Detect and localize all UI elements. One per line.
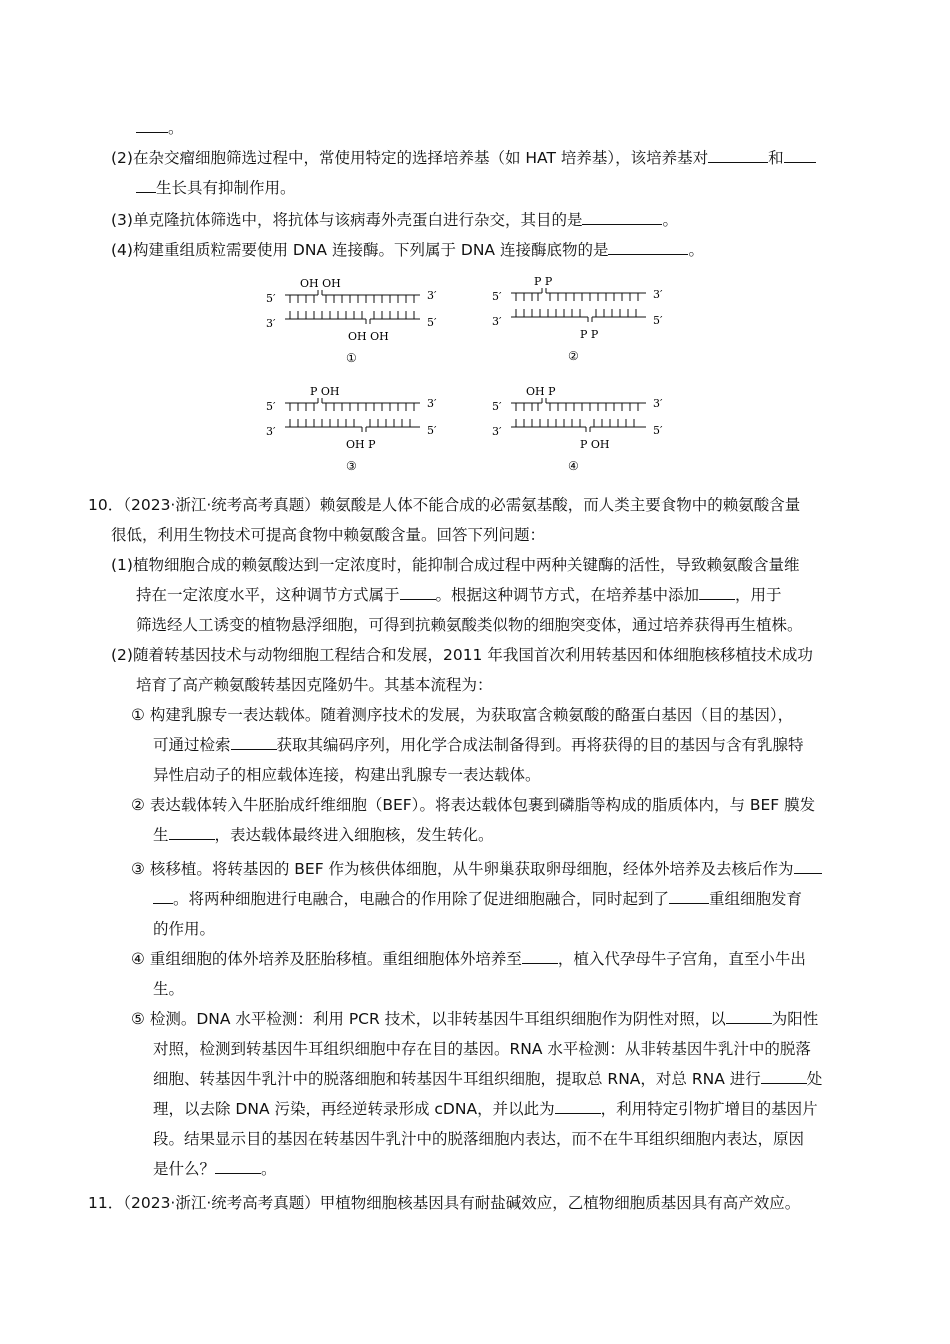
- answer-blank[interactable]: [136, 118, 168, 133]
- answer-blank[interactable]: [669, 889, 709, 904]
- q10-step1-line2: 可通过检索 获取其编码序列，用化学合成法制备得到。再将获得的目的基因与含有乳腺特: [153, 736, 804, 754]
- answer-blank[interactable]: [231, 735, 277, 750]
- answer-blank[interactable]: [136, 178, 156, 193]
- q10-part1-line2: 持在一定浓度水平，这种调节方式属于 。根据这种调节方式，在培养基中添加 ，用于: [136, 586, 782, 604]
- svg-text:3′: 3′: [653, 288, 663, 301]
- svg-text:OH P: OH P: [346, 438, 376, 451]
- answer-blank[interactable]: [708, 148, 768, 163]
- q10-part1-line3: 筛选经人工诱变的植物悬浮细胞，可得到抗赖氨酸类似物的细胞突变体，通过培养获得再生植株。: [136, 616, 803, 634]
- q10-part2-line2: 培育了高产赖氨酸转基因克隆奶牛。其基本流程为：: [136, 676, 493, 694]
- question-source: （2023·浙江·统考高考真题）: [123, 496, 320, 514]
- q10-step3-line3: 的作用。: [153, 920, 216, 938]
- dna-diagrams: [250, 270, 690, 480]
- q10-part2-line1: (2)随着转基因技术与动物细胞工程结合和发展，2011 年我国首次利用转基因和体细胞核移植技术成功: [111, 646, 813, 664]
- answer-blank[interactable]: [608, 240, 688, 255]
- q10-step3-line2: 。将两种细胞进行电融合，电融合的作用除了促进细胞融合，同时起到了 重组细胞发育: [153, 889, 802, 909]
- question-number: 10．: [88, 496, 124, 514]
- q10-step5-line6: 是什么？ 。: [153, 1160, 277, 1178]
- q10-step2-line2: 生 ，表达载体最终进入细胞核，发生转化。: [153, 826, 494, 844]
- q10-step2-line1: ② 表达载体转入牛胚胎成纤维细胞（BEF）。将表达载体包裹到磷脂等构成的脂质体内，与 BEF 膜发: [131, 796, 816, 814]
- q9-part2-line1: (2)在杂交瘤细胞筛选过程中，常使用特定的选择培养基（如 HAT 培养基），该培养基对 和: [111, 148, 816, 168]
- svg-text:3′: 3′: [427, 397, 437, 410]
- answer-blank[interactable]: [400, 585, 436, 600]
- svg-text:5′: 5′: [492, 290, 502, 303]
- svg-text:3′: 3′: [427, 289, 437, 302]
- dna-diagram-3[interactable]: [266, 385, 437, 473]
- q10-step5-line4: 理，以去除 DNA 污染，再经逆转录形成 cDNA，并以此为 ，利用特定引物扩增目的基因片: [153, 1100, 818, 1118]
- svg-text:①: ①: [346, 351, 357, 365]
- q9-part4: (4)构建重组质粒需要使用 DNA 连接酶。下列属于 DNA 连接酶底物的是 。: [111, 241, 704, 259]
- svg-text:5′: 5′: [266, 292, 276, 305]
- q10-step3-line1: ③ 核移植。将转基因的 BEF 作为核供体细胞，从牛卵巢获取卵母细胞，经体外培养及去核后作为: [131, 859, 822, 879]
- svg-text:3′: 3′: [492, 315, 502, 328]
- q10-stem-line1: 10．（2023·浙江·统考高考真题）赖氨酸是人体不能合成的必需氨基酸，而人类主要食物中的赖氨酸含量: [88, 496, 801, 514]
- svg-text:5′: 5′: [653, 314, 663, 327]
- svg-text:OH P: OH P: [526, 385, 556, 398]
- q10-step5-line5: 段。结果显示目的基因在转基因牛乳汁中的脱落细胞内表达，而不在牛耳组织细胞内表达，原因: [153, 1130, 805, 1148]
- svg-text:5′: 5′: [427, 316, 437, 329]
- q9-part3: (3)单克隆抗体筛选中，将抗体与该病毒外壳蛋白进行杂交，其目的是 。: [111, 211, 678, 229]
- q10-stem-line2: 很低，利用生物技术可提高食物中赖氨酸含量。回答下列问题：: [111, 526, 546, 544]
- svg-text:5′: 5′: [492, 400, 502, 413]
- q9-prev-tail: 。: [136, 118, 184, 138]
- svg-text:②: ②: [568, 349, 579, 363]
- answer-blank[interactable]: [153, 889, 173, 904]
- svg-text:5′: 5′: [427, 424, 437, 437]
- answer-blank[interactable]: [726, 1009, 772, 1024]
- q11-stem: 11．（2023·浙江·统考高考真题）甲植物细胞核基因具有耐盐碱效应，乙植物细胞质基因具有高产效应。: [88, 1194, 801, 1212]
- q10-step5-line2: 对照，检测到转基因牛耳组织细胞中存在目的基因。RNA 水平检测：从非转基因牛乳汁中的脱落: [153, 1040, 811, 1058]
- q10-step4-line1: ④ 重组细胞的体外培养及胚胎移植。重组细胞体外培养至 ，植入代孕母牛子宫角，直至小牛出: [131, 950, 806, 968]
- question-number: 11．: [88, 1194, 124, 1212]
- svg-text:3′: 3′: [266, 317, 276, 330]
- answer-blank[interactable]: [169, 825, 215, 840]
- svg-text:3′: 3′: [266, 425, 276, 438]
- dna-diagram-4[interactable]: [492, 385, 663, 473]
- answer-blank[interactable]: [784, 148, 816, 163]
- answer-blank[interactable]: [555, 1099, 601, 1114]
- q10-step5-line3: 细胞、转基因牛乳汁中的脱落细胞和转基因牛耳组织细胞，提取总 RNA，对总 RNA 进行 处: [153, 1070, 823, 1088]
- answer-blank[interactable]: [794, 859, 822, 874]
- svg-text:P OH: P OH: [310, 385, 340, 398]
- answer-blank[interactable]: [215, 1159, 261, 1174]
- svg-text:③: ③: [346, 459, 357, 473]
- svg-text:④: ④: [568, 459, 579, 473]
- svg-text:P P: P P: [534, 275, 553, 288]
- answer-blank[interactable]: [761, 1069, 807, 1084]
- answer-blank[interactable]: [522, 949, 558, 964]
- dna-diagram-2[interactable]: [492, 275, 663, 363]
- svg-text:5′: 5′: [653, 424, 663, 437]
- answer-blank[interactable]: [699, 585, 735, 600]
- q10-step4-line2: 生。: [153, 980, 185, 998]
- answer-blank[interactable]: [582, 210, 662, 225]
- question-source: （2023·浙江·统考高考真题）: [123, 1194, 320, 1212]
- q10-part1-line1: (1)植物细胞合成的赖氨酸达到一定浓度时，能抑制合成过程中两种关键酶的活性，导致赖氨酸含量维: [111, 556, 800, 574]
- svg-text:P P: P P: [580, 328, 599, 341]
- dna-diagram-1[interactable]: [266, 277, 437, 365]
- svg-text:OH OH: OH OH: [300, 277, 341, 290]
- q10-step1-line1: ① 构建乳腺专一表达载体。随着测序技术的发展，为获取富含赖氨酸的酪蛋白基因（目的基因），: [131, 706, 794, 724]
- svg-text:OH OH: OH OH: [348, 330, 389, 343]
- svg-text:3′: 3′: [492, 425, 502, 438]
- q10-step1-line3: 异性启动子的相应载体连接，构建出乳腺专一表达载体。: [153, 766, 541, 784]
- q10-step5-line1: ⑤ 检测。DNA 水平检测：利用 PCR 技术，以非转基因牛耳组织细胞作为阴性对照，以 为阳性: [131, 1010, 819, 1028]
- q9-part2-line2: 生长具有抑制作用。: [136, 178, 296, 198]
- svg-text:P OH: P OH: [580, 438, 610, 451]
- svg-text:5′: 5′: [266, 400, 276, 413]
- svg-text:3′: 3′: [653, 397, 663, 410]
